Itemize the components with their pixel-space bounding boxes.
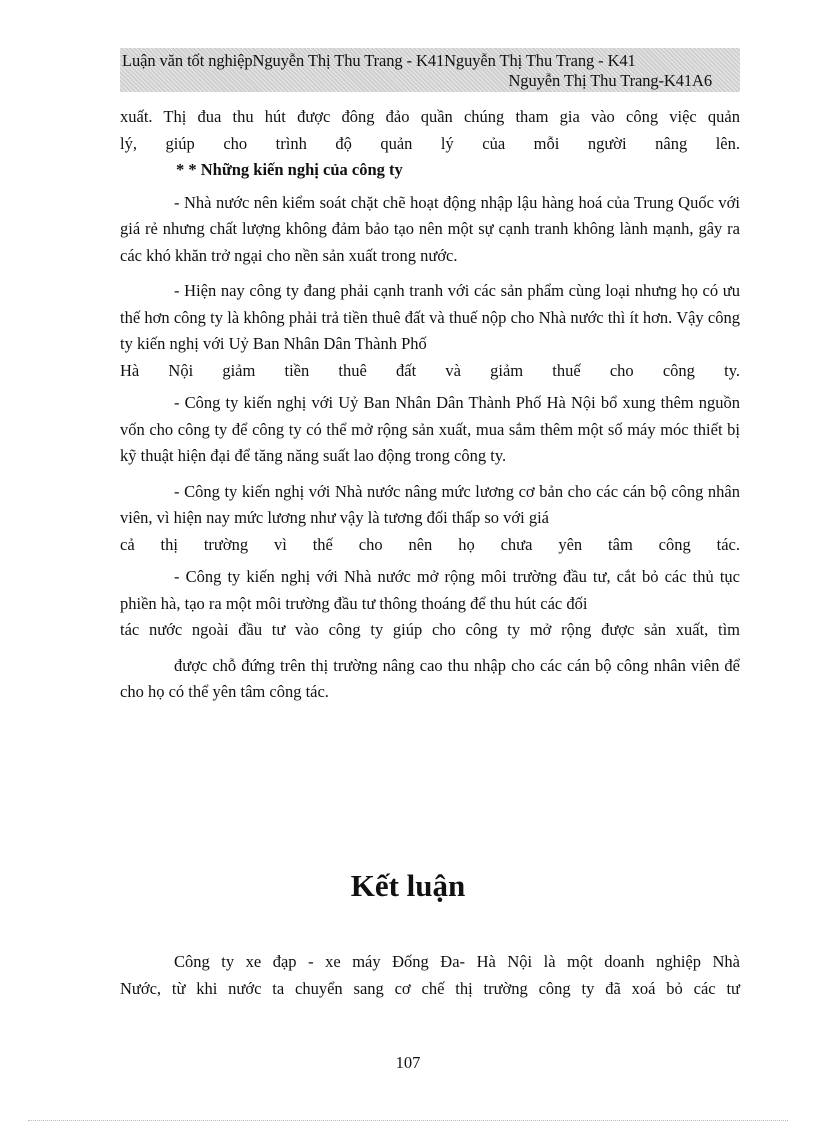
conclusion-text <box>120 948 740 1002</box>
recommendation-paragraph-5: - Công ty kiến nghị với Nhà nước mở rộng môi trường đầu tư, cắt bỏ các thủ tục phiền hà, tạo ra một môi trường đầu tư thông thoáng để thu hút các đối <box>120 567 740 613</box>
body-text <box>120 104 740 706</box>
recommendation-paragraph-2: - Hiện nay công ty đang phải cạnh tranh với các sản phẩm cùng loại nhưng họ có ưu thế hơn công ty là không phải trả tiền thuê đất và thuế nộp cho Nhà nước thì ít hơn. Vậy công ty kiến nghị với Uỷ Ban Nhân Dân Thành Phố <box>120 281 740 353</box>
paragraph-continued-line-2: lý, giúp cho trình độ quản lý của mỗi người nâng lên. <box>120 133 740 153</box>
conclusion-title: Kết luận <box>350 868 466 903</box>
recommendation-paragraph-3: - Công ty kiến nghị với Uỷ Ban Nhân Dân Thành Phố Hà Nội bổ xung thêm nguồn vốn cho công ty để công ty có thể mở rộng sản xuất, mua sắm thêm một số máy móc thiết bị kỹ thuật hiện đại để tăng năng suất lao động trong công ty. <box>120 393 740 465</box>
recommendation-paragraph-5-last-line: tác nước ngoài đầu tư vào công ty giúp cho công ty mở rộng được sản xuất, tìm <box>120 620 740 639</box>
running-header <box>120 48 740 92</box>
recommendation-paragraph-1: - Nhà nước nên kiểm soát chặt chẽ hoạt động nhập lậu hàng hoá của Trung Quốc với giá rẻ nhưng chất lượng không đảm bảo tạo nên một sự cạnh tranh không lành mạnh, gây ra các khó khăn trở ngại cho nền sản xuất trong nước. <box>120 192 740 265</box>
conclusion-line-2: Nước, từ khi nước ta chuyển sang cơ chế thị trường công ty đã xoá bỏ các tư <box>120 979 740 998</box>
header-line-1: Luận văn tốt nghiệpNguyễn Thị Thu Trang - K41Nguyễn Thị Thu Trang - K41 <box>122 51 636 70</box>
recommendation-paragraph-4: - Công ty kiến nghị với Nhà nước nâng mức lương cơ bản cho các cán bộ công nhân viên, vì hiện nay mức lương như vậy là tương đối thấp so với giá <box>120 481 740 527</box>
page-bottom-divider <box>28 1120 788 1121</box>
recommendation-paragraph-4-last-line: cả thị trường vì thế cho nên họ chưa yên tâm công tác. <box>120 534 740 554</box>
recommendation-paragraph-6: được chỗ đứng trên thị trường nâng cao thu nhập cho các cán bộ công nhân viên để cho họ có thể yên tâm công tác. <box>120 655 740 701</box>
page-number: 107 <box>395 1053 421 1072</box>
recommendation-paragraph-2-last-line: Hà Nội giảm tiền thuê đất và giảm thuế cho công ty. <box>120 360 740 380</box>
paragraph-continued-line-1: xuất. Thị đua thu hút được đông đảo quần chúng tham gia vào công việc quản <box>120 107 740 126</box>
section-subheading: * * Những kiến nghị của công ty <box>176 160 403 179</box>
header-line-2: Nguyễn Thị Thu Trang-K41A6 <box>508 71 712 90</box>
conclusion-line-1: Công ty xe đạp - xe máy Đống Đa- Hà Nội là một doanh nghiệp Nhà <box>174 952 740 971</box>
